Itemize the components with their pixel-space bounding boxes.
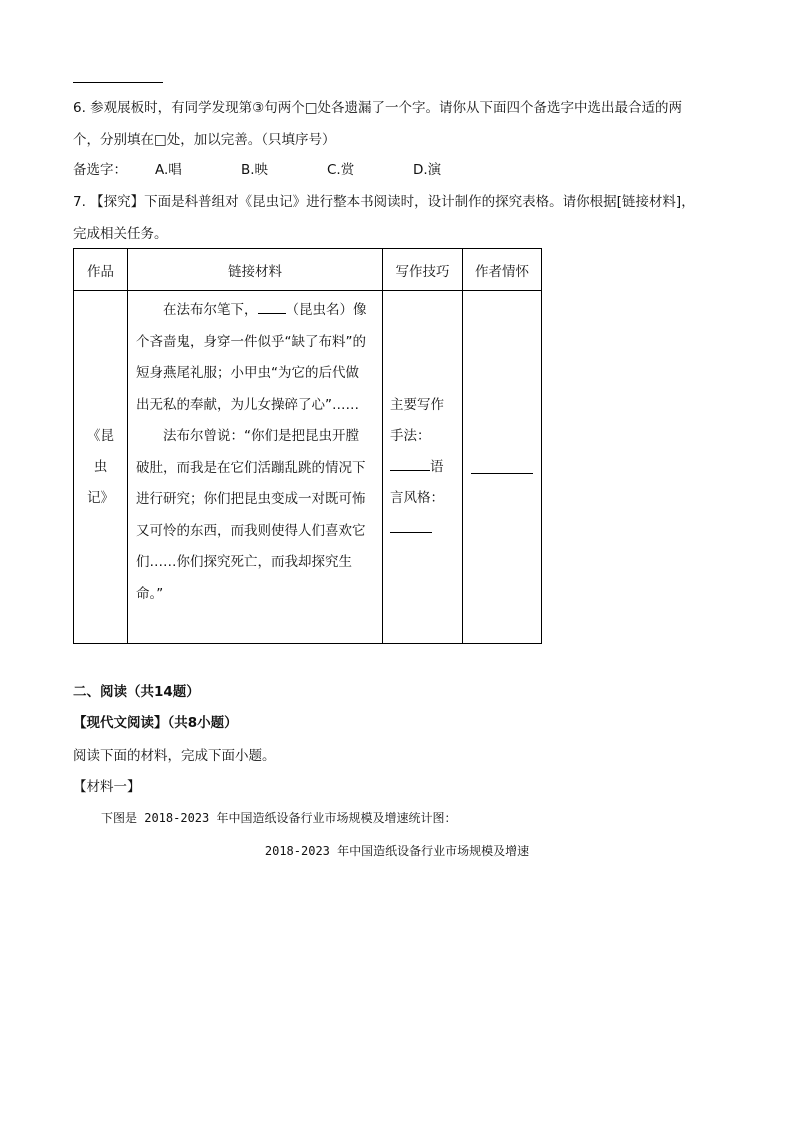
chart-intro: 下图是 2018-2023 年中国造纸设备行业市场规模及增速统计图： — [101, 811, 457, 825]
q6-text-line2: 个，分别填在□处，加以完善。（只填序号） — [73, 132, 336, 148]
work-title-1: 《昆 — [87, 427, 114, 444]
choice-a: A.唱 — [155, 162, 182, 178]
technique-label-1: 主要写作 — [390, 396, 444, 413]
work-cell — [74, 291, 128, 644]
choices-label: 备选字： — [73, 162, 127, 178]
language-style-blank[interactable] — [390, 532, 432, 533]
q6-choices — [73, 160, 441, 180]
header-work: 作品 — [74, 249, 128, 291]
reading-instruction: 阅读下面的材料，完成下面小题。 — [73, 748, 276, 764]
q7-text-line1: 7. 【探究】下面是科普组对《昆虫记》进行整本书阅读时，设计制作的探究表格。请你根据[链接材料]， — [73, 194, 695, 210]
material-cell — [128, 291, 383, 644]
section-title: 二、阅读（共14题） — [73, 684, 200, 700]
q7-text-line2: 完成相关任务。 — [73, 226, 168, 242]
material-paragraph-2: 法布尔曾说：“你们是把昆虫开膛破肚，而我是在它们活蹦乱跳的情况下进行研究；你们把昆虫变成一对既可怖又可怜的东西，而我则使得人们喜欢它们……你们探究死亡，而我却探究生命。” — [136, 428, 366, 602]
header-material: 链接材料 — [128, 249, 383, 291]
technique-line-3: 语 — [390, 452, 462, 483]
material-one-label: 【材料一】 — [73, 779, 141, 795]
technique-label-2: 手法： — [390, 427, 431, 444]
technique-label-4: 言风格： — [390, 489, 444, 506]
top-rule — [73, 82, 163, 83]
insect-name-blank[interactable] — [258, 313, 286, 314]
technique-cell — [383, 291, 463, 644]
choice-c: C.赏 — [327, 162, 355, 178]
choice-b: B.映 — [241, 162, 269, 178]
work-title-2: 虫 — [93, 458, 108, 475]
feeling-cell — [463, 291, 542, 644]
material-paragraph-1: 在法布尔笔下， （昆虫名）像个吝啬鬼，身穿一件似乎“缺了布料”的短身燕尾礼服；小甲虫“为它的后代做出无私的奉献，为儿女操碎了心”…… — [136, 302, 367, 413]
technique-line-5 — [390, 514, 462, 545]
author-feeling-blank[interactable] — [471, 457, 533, 474]
subsection-title: 【现代文阅读】（共8小题） — [73, 715, 238, 731]
writing-method-blank[interactable] — [390, 470, 430, 471]
chart-title: 2018-2023 年中国造纸设备行业市场规模及增速 — [264, 844, 530, 858]
header-technique: 写作技巧 — [383, 249, 463, 291]
header-feeling: 作者情怀 — [463, 249, 542, 291]
exploration-table — [73, 248, 542, 644]
q6-text-line1: 6. 参观展板时，有同学发现第③句两个□处各遗漏了一个字。请你从下面四个备选字中选出最合适的两 — [73, 100, 683, 116]
choice-d: D.演 — [413, 162, 442, 178]
work-title-3: 记》 — [87, 489, 114, 506]
